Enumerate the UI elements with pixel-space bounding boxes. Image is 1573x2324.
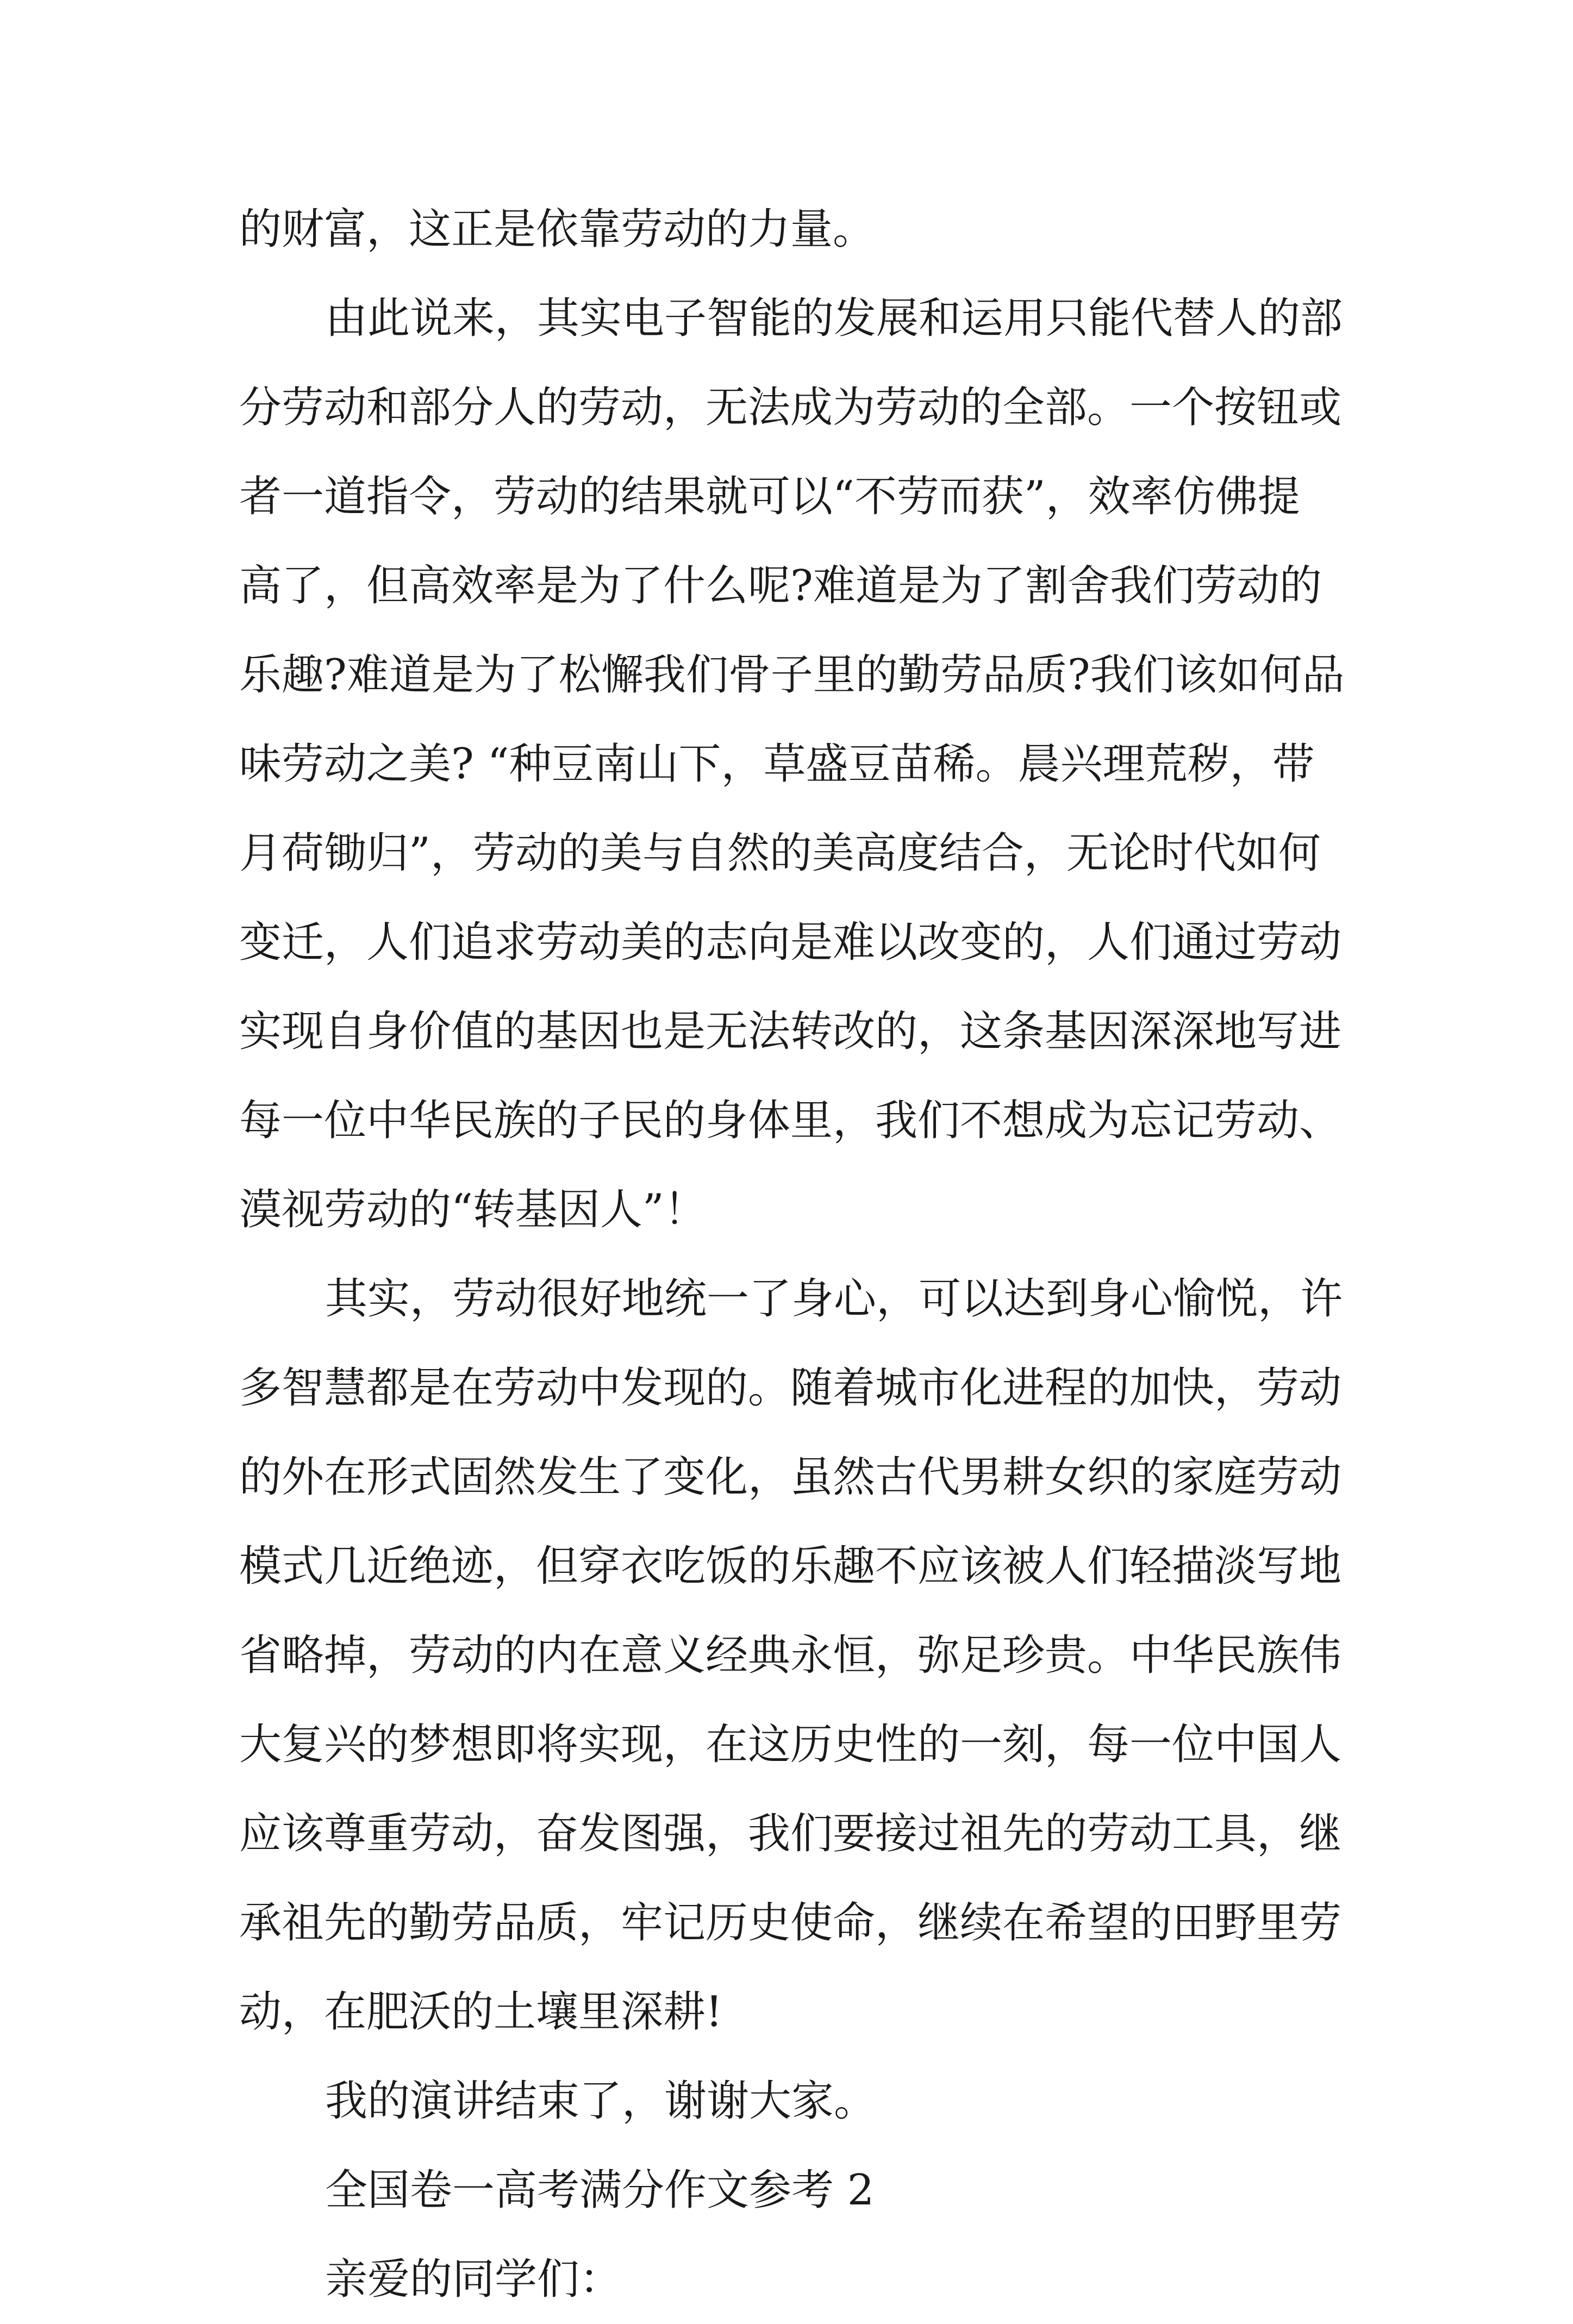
paragraph-1 [239,185,1359,274]
paragraph-3 [239,1254,1359,2057]
text-line: 分劳动和部分人的劳动，无法成为劳动的全部。一个按钮或 [239,383,1342,432]
text-line: 应该尊重劳动，奋发图强，我们要接过祖先的劳动工具，继 [239,1809,1342,1858]
paragraph-6 [239,2235,1359,2324]
text-line: 动，在肥沃的土壤里深耕! [239,1988,723,2036]
text-line: 每一位中华民族的子民的身体里，我们不想成为忘记劳动、 [239,1096,1342,1145]
text-line: 省略掉，劳动的内在意义经典永恒，弥足珍贵。中华民族伟 [239,1631,1342,1680]
salutation: 亲爱的同学们： [325,2255,622,2304]
text-line: 者一道指令，劳动的结果就可以“不劳而获”，效率仿佛提 [239,472,1300,521]
text-line: 我的演讲结束了，谢谢大家。 [325,2077,877,2126]
text-line: 由此说来，其实电子智能的发展和运用只能代替人的部 [325,294,1343,343]
section-title: 全国卷一高考满分作文参考 2 [325,2166,875,2215]
text-line: 的财富，这正是依靠劳动的力量。 [239,205,876,254]
text-line: 味劳动之美? “种豆南山下，草盛豆苗稀。晨兴理荒秽，带 [239,740,1315,789]
text-line: 大复兴的梦想即将实现，在这历史性的一刻，每一位中国人 [239,1720,1342,1769]
text-line: 漠视劳动的“转基因人”！ [239,1185,707,1234]
text-line: 承祖先的勤劳品质，牢记历史使命，继续在希望的田野里劳 [239,1898,1342,1947]
text-line: 月荷锄归”，劳动的美与自然的美高度结合，无论时代如何 [239,829,1321,878]
text-line: 高了，但高效率是为了什么呢?难道是为了割舍我们劳动的 [239,561,1322,610]
paragraph-2 [239,274,1359,1254]
text-line: 多智慧都是在劳动中发现的。随着城市化进程的加快，劳动 [239,1364,1342,1413]
paragraph-4 [239,2057,1359,2146]
paragraph-5-heading [239,2146,1359,2235]
text-line: 其实，劳动很好地统一了身心，可以达到身心愉悦，许 [325,1275,1343,1323]
text-line: 乐趣?难道是为了松懈我们骨子里的勤劳品质?我们该如何品 [239,651,1345,699]
text-line: 变迁，人们追求劳动美的志向是难以改变的，人们通过劳动 [239,918,1342,967]
text-line: 实现自身价值的基因也是无法转改的，这条基因深深地写进 [239,1007,1342,1056]
text-line: 的外在形式固然发生了变化，虽然古代男耕女织的家庭劳动 [239,1453,1342,1502]
text-line: 模式几近绝迹，但穿衣吃饭的乐趣不应该被人们轻描淡写地 [239,1542,1342,1591]
document-body [239,185,1359,2324]
